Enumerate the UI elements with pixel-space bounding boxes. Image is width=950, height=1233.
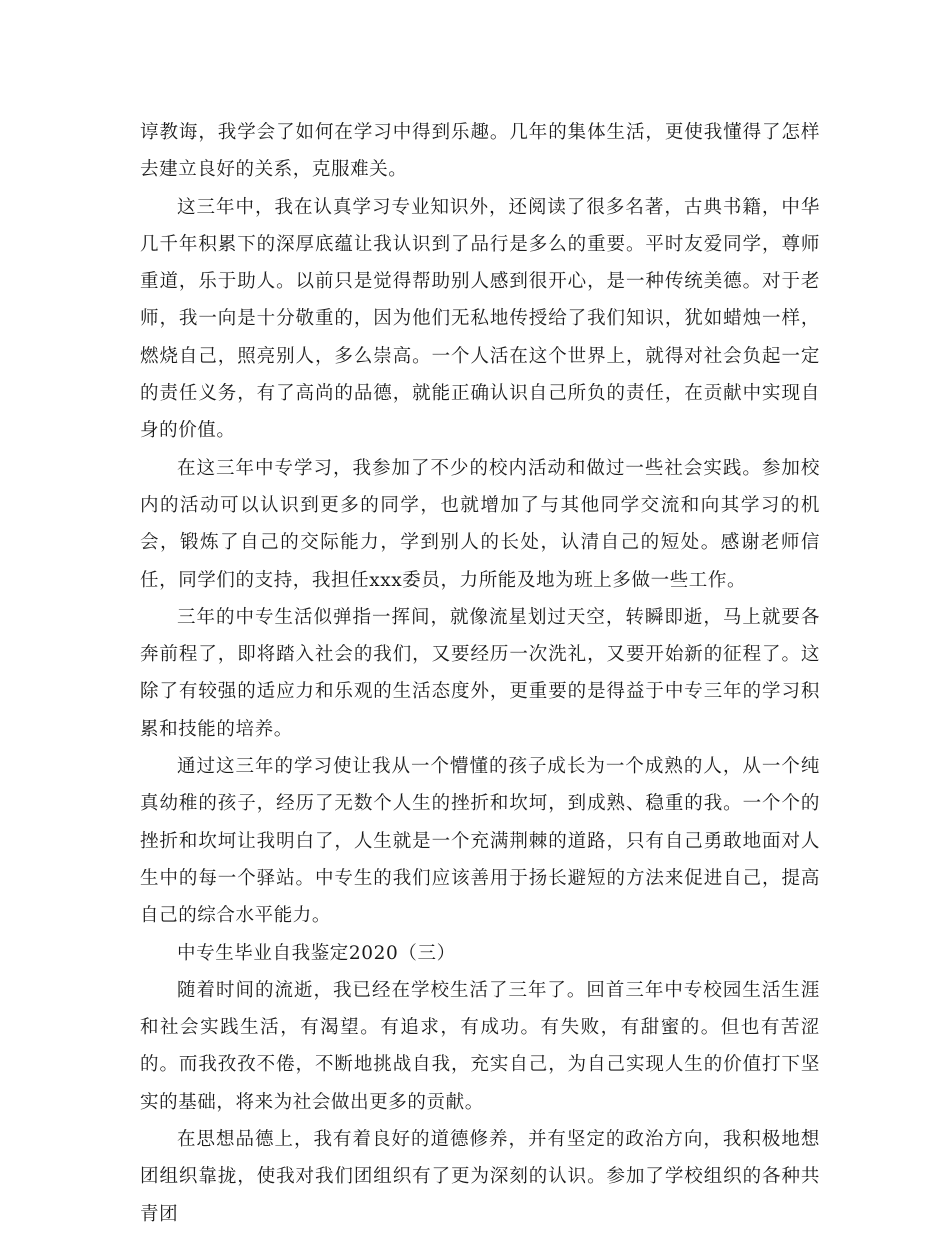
document-body (140, 114, 820, 1233)
paragraph-ideology: 在思想品德上，我有着良好的道德修养，并有坚定的政治方向，我积极地想团组织靠拢，使我对我们团组织有了更为深刻的认识。参加了学校组织的各种共青团 (140, 1129, 820, 1225)
paragraph-reading: 这三年中，我在认真学习专业知识外，还阅读了很多名著，古典书籍，中华几千年积累下的深厚底蕴让我认识到了品行是多么的重要。平时友爱同学，尊师重道，乐于助人。以前只是觉得帮助别人感到很开心，是一种传统美德。对于老师，我一向是十分敬重的，因为他们无私地传授给了我们知识，犹如蜡烛一样，燃烧自己，照亮别人，多么崇高。一个人活在这个世界上，就得对社会负起一定的责任义务，有了高尚的品德，就能正确认识自己所负的责任，在贡献中实现自身的价值。 (140, 196, 820, 442)
paragraph-time: 随着时间的流逝，我已经在学校生活了三年了。回首三年中专校园生活生涯和社会实践生活，有渴望。有追求，有成功。有失败，有甜蜜的。但也有苦涩的。而我孜孜不倦，不断地挑战自我，充实自己，为自己实现人生的价值打下坚实的基础，将来为社会做出更多的贡献。 (140, 979, 820, 1113)
paragraph-growth: 通过这三年的学习使让我从一个懵懂的孩子成长为一个成熟的人，从一个纯真幼稚的孩子，经历了无数个人生的挫折和坎坷，到成熟、稳重的我。一个个的挫折和坎坷让我明白了，人生就是一个充满荆棘的道路，只有自己勇敢地面对人生中的每一个驿站。中专生的我们应该善用于扬长避短的方法来促进自己，提高自己的综合水平能力。 (140, 756, 820, 927)
section-heading: 中专生毕业自我鉴定2020（三） (177, 942, 456, 964)
paragraph-continuation: 谆教诲，我学会了如何在学习中得到乐趣。几年的集体生活，更使我懂得了怎样去建立良好的关系，克服难关。 (140, 122, 820, 181)
paragraph-activities: 在这三年中专学习，我参加了不少的校内活动和做过一些社会实践。参加校内的活动可以认识到更多的同学，也就增加了与其他同学交流和向其学习的机会，锻炼了自己的交际能力，学到别人的长处，认清自己的短处。感谢老师信任，同学们的支持，我担任xxx委员，力所能及地为班上多做一些工作。 (140, 457, 820, 591)
paragraph-life: 三年的中专生活似弹指一挥间，就像流星划过天空，转瞬即逝，马上就要各奔前程了，即将踏入社会的我们，又要经历一次洗礼，又要开始新的征程了。这除了有较强的适应力和乐观的生活态度外，更重要的是得益于中专三年的学习积累和技能的培养。 (140, 606, 820, 740)
